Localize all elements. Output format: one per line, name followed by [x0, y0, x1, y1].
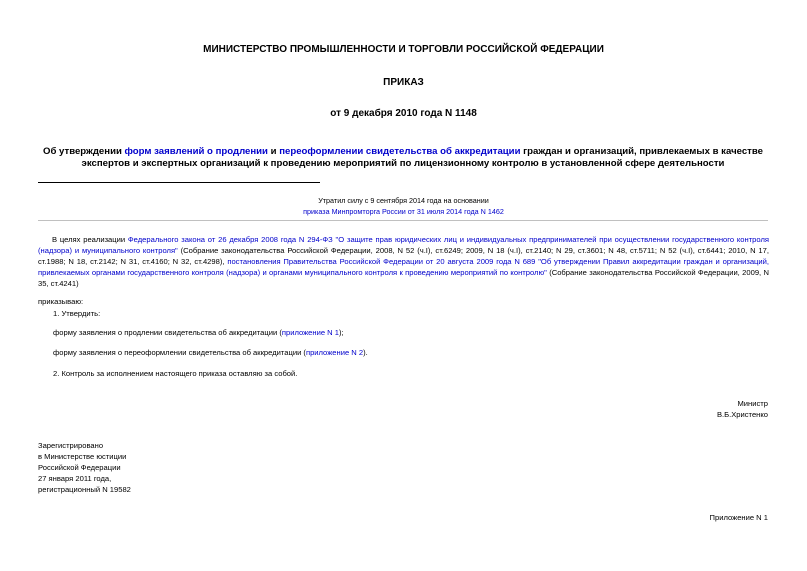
form-2-line	[53, 347, 368, 358]
registration-block	[38, 440, 131, 495]
registration-line: 27 января 2011 года,	[38, 474, 112, 483]
item-1: 1. Утвердить:	[53, 309, 101, 318]
item-2: 2. Контроль за исполнением настоящего приказа оставляю за собой.	[53, 369, 298, 378]
preamble-text-1: В целях реализации	[52, 235, 128, 244]
form-2-text: форму заявления о переоформлении свидетельства об аккредитации (	[53, 348, 306, 357]
prikazyvayu-text: приказываю:	[38, 297, 84, 306]
title-text-1: Об утверждении	[43, 146, 125, 157]
ministry-heading: МИНИСТЕРСТВО ПРОМЫШЛЕННОСТИ И ТОРГОВЛИ РОССИЙСКОЙ ФЕДЕРАЦИИ	[203, 44, 604, 55]
appendix-label: Приложение N 1	[709, 513, 768, 522]
status-link[interactable]	[0, 206, 807, 218]
registration-line: Российской Федерации	[38, 463, 121, 472]
form-1-line	[53, 327, 344, 338]
preamble-text-2: (Собрание законодательства Российской Федерации, 2008, N 52 (ч.I), ст.6249; 2009, N 18 (ч.I), ст.2140; N 29, ст.3601; N 48, ст.5711; N 52 (ч.I), ст.6441; 2010, N 17, ст.1988; N 18, ст.2142; N 31, ст.4160; N 32, ст.4298),	[38, 246, 769, 266]
form-2-end: ).	[363, 348, 368, 357]
form-1-end: );	[339, 328, 344, 337]
title-text-2: и	[267, 146, 280, 157]
status-line: Утратил силу с 9 сентября 2014 года на основании	[318, 196, 489, 205]
signature-position: Министр	[737, 399, 768, 408]
preamble-paragraph	[38, 234, 769, 289]
form-1-text: форму заявления о продлении свидетельства об аккредитации (	[53, 328, 282, 337]
title-text-3: граждан и организаций, привлекаемых в качестве экспертов и экспертных организаций к проведению мероприятий по лицензионному контролю в установленной сфере деятельности	[81, 146, 763, 169]
registration-line: Зарегистрировано	[38, 441, 104, 450]
signature-name: В.Б.Христенко	[716, 410, 768, 419]
repeal-order-link[interactable]: приказа Минпромторга России от 31 июля 2014 года N 1462	[303, 207, 504, 216]
status-divider	[38, 220, 768, 221]
title-link-forms[interactable]: форм заявлений о продлении	[124, 146, 268, 157]
appendix-2-link[interactable]: приложение N 2	[305, 348, 364, 357]
doc-type-heading: ПРИКАЗ	[383, 77, 424, 88]
federal-law-link[interactable]: Федерального закона от 26 декабря 2008 года N 294-ФЗ "О защите прав юридических лиц и индивидуальных предпринимателей при осуществлении государственного контроля (надзора) и муниципального контроля"	[38, 235, 769, 255]
registration-line: в Министерстве юстиции	[38, 452, 127, 461]
date-number: от 9 декабря 2010 года N 1148	[330, 108, 477, 119]
title-link-reissue[interactable]: переоформлении свидетельства об аккредитации	[279, 146, 521, 157]
government-decree-link[interactable]: постановления Правительства Российской Федерации от 20 августа 2009 года N 689 "Об утверждении Правил аккредитации граждан и организаций, привлекаемых органами государственного контроля (надзора) и органами муниципального контроля к проведению мероприятий по контролю"	[38, 257, 769, 277]
title-divider	[38, 182, 320, 183]
appendix-1-link[interactable]: приложение N 1	[281, 328, 339, 337]
document-title	[38, 146, 768, 170]
registration-line: регистрационный N 19582	[38, 485, 131, 494]
preamble-text-3: (Собрание законодательства Российской Федерации, 2009, N 35, ст.4241)	[38, 268, 769, 288]
